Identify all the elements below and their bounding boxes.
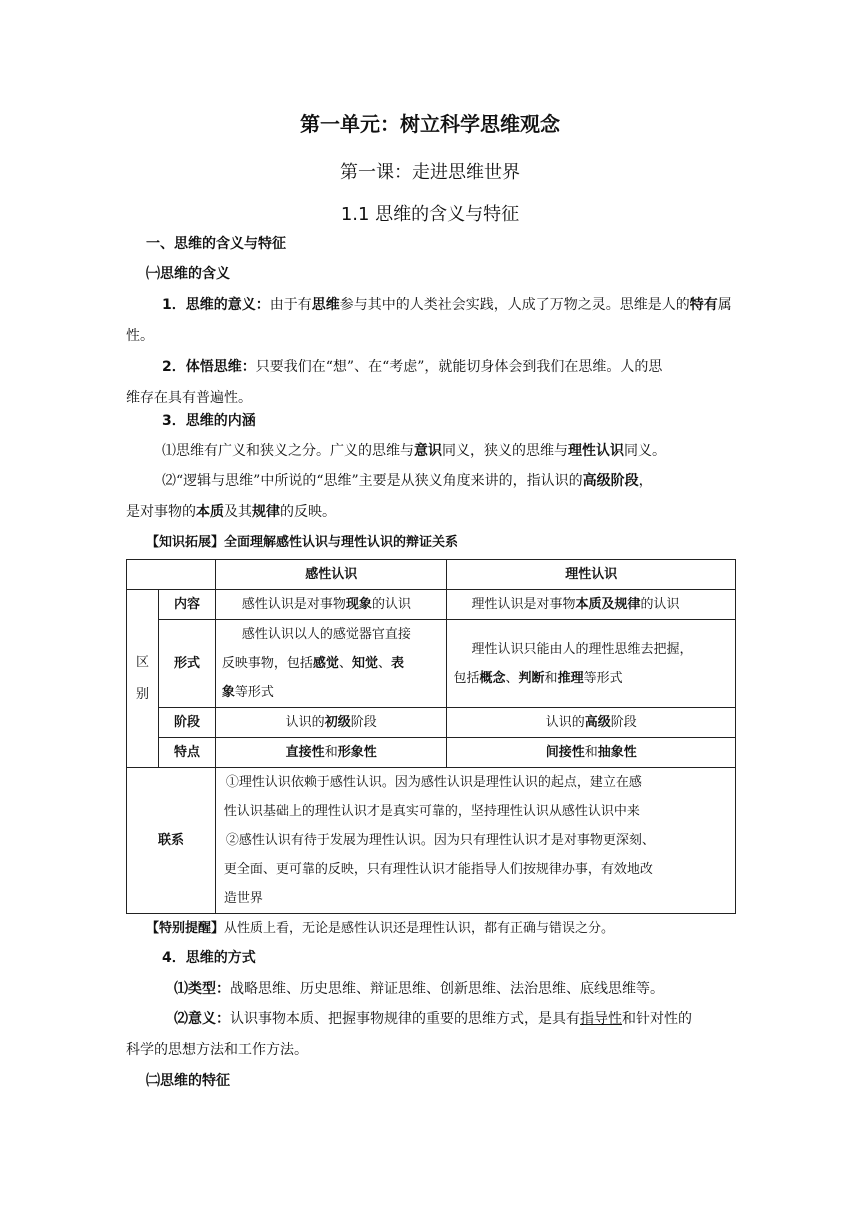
- item-3-heading: 3．思维的内涵: [162, 413, 256, 429]
- heading-features: ㈡思维的特征: [146, 1073, 230, 1089]
- table-row: [127, 620, 736, 708]
- table-row: [127, 590, 736, 620]
- row-label-stage: 阶段: [158, 708, 215, 738]
- unit-title: 第一单元：树立科学思维观念: [300, 112, 560, 136]
- cell-rational-stage: 认识的高级阶段: [447, 708, 736, 738]
- header-rational: 理性认识: [447, 560, 736, 590]
- item-4-meaning: ⑵意义：认识事物本质、把握事物规律的重要的思维方式，是具有指导性和针对性的 科学的思想方法和工作方法。: [126, 1011, 692, 1058]
- heading-meaning: ㈠思维的含义: [146, 266, 230, 282]
- item-4-types: ⑴类型：战略思维、历史思维、辩证思维、创新思维、法治思维、底线思维等。: [174, 981, 664, 997]
- cell-rational-content: 理性认识是对事物本质及规律的认识: [447, 590, 736, 620]
- lesson-title: 第一课：走进思维世界: [340, 162, 520, 183]
- group-difference: 区别: [127, 590, 159, 768]
- comparison-table: [126, 559, 736, 914]
- cell-perceptual-feature: 直接性和形象性: [215, 738, 447, 768]
- row-label-content: 内容: [158, 590, 215, 620]
- item-4-heading: 4．思维的方式: [162, 950, 256, 966]
- cell-perceptual-form: 感性认识以人的感觉器官直接 反映事物，包括感觉、知觉、表 象等形式: [215, 620, 447, 708]
- section-title: 1.1 思维的含义与特征: [340, 204, 520, 225]
- table-row: [127, 768, 736, 914]
- item-2-paragraph: 2．体悟思维：只要我们在“想”、在“考虑”，就能切身体会到我们在思维。人的思 维存在具有普遍性。: [126, 359, 663, 406]
- item-3-point-1: ⑴思维有广义和狭义之分。广义的思维与意识同义，狭义的思维与理性认识同义。: [162, 443, 666, 459]
- item-3-point-2: ⑵“逻辑与思维”中所说的“思维”主要是从狭义角度来讲的，指认识的高级阶段， 是对事物的本质及其规律的反映。: [126, 473, 653, 520]
- header-perceptual: 感性认识: [215, 560, 447, 590]
- item-1-paragraph: 1．思维的意义：由于有思维参与其中的人类社会实践，人成了万物之灵。思维是人的特有属性。: [126, 297, 732, 344]
- cell-rational-feature: 间接性和抽象性: [447, 738, 736, 768]
- heading-one: 一、思维的含义与特征: [146, 236, 286, 252]
- knowledge-extension-title: 【知识拓展】全面理解感性认识与理性认识的辩证关系: [146, 535, 459, 550]
- cell-perceptual-stage: 认识的初级阶段: [215, 708, 447, 738]
- cell-link: ①理性认识依赖于感性认识。因为感性认识是理性认识的起点，建立在感 性认识基础上的理性认识才是真实可靠的，坚持理性认识从感性认识中来 ②感性认识有待于发展为理性认识。因为只有理性认识才是对事物更深刻、 更全面、更可靠的反映，只有理性认识才能指导人们按规律办事，有效地改 造世界: [215, 768, 735, 914]
- cell-rational-form: 理性认识只能由人的理性思维去把握， 包括概念、判断和推理等形式: [447, 620, 736, 708]
- row-label-form: 形式: [158, 620, 215, 708]
- table-row: [127, 738, 736, 768]
- row-label-feature: 特点: [158, 738, 215, 768]
- table-header-row: [127, 560, 736, 590]
- group-link: 联系: [127, 768, 216, 914]
- table-corner-cell: [127, 560, 216, 590]
- table-row: [127, 708, 736, 738]
- cell-perceptual-content: 感性认识是对事物现象的认识: [215, 590, 447, 620]
- special-reminder: 【特别提醒】从性质上看，无论是感性认识还是理性认识，都有正确与错误之分。: [146, 921, 615, 936]
